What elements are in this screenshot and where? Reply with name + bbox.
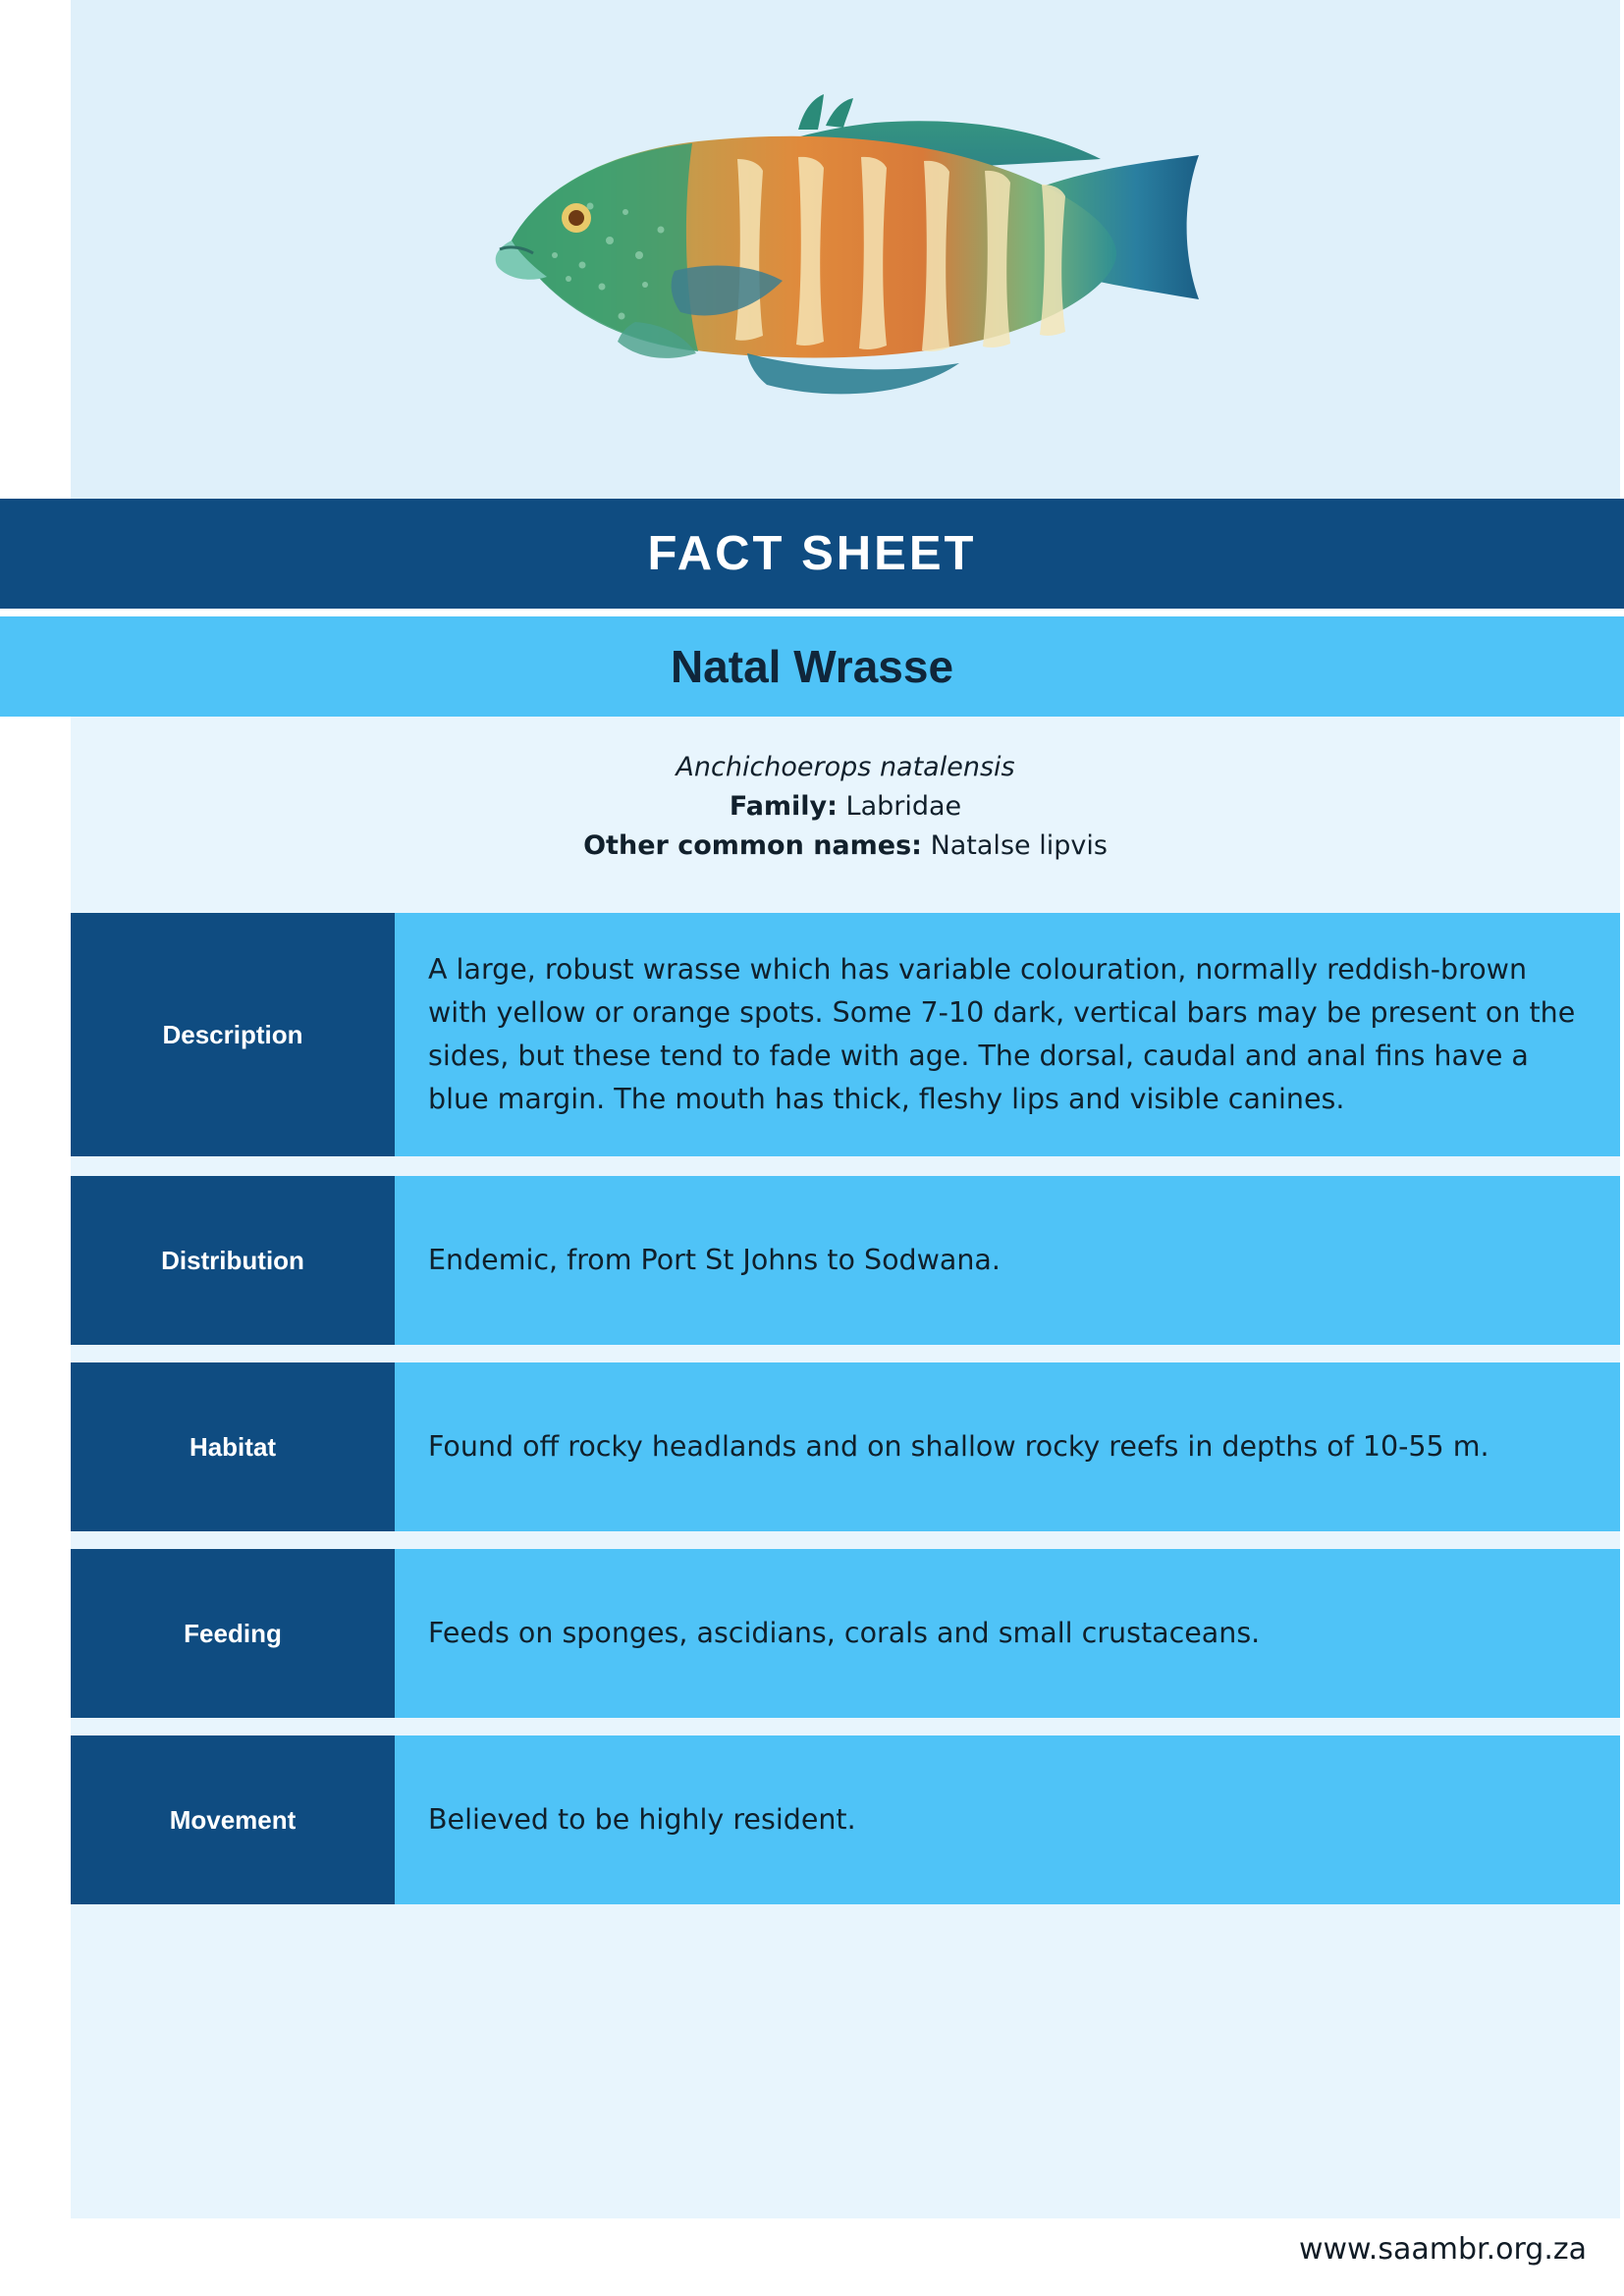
scientific-name: Anchichoerops natalensis (676, 752, 1015, 782)
table-row (71, 1176, 1620, 1345)
website-url[interactable]: www.saambr.org.za (1298, 2232, 1587, 2267)
footer (0, 2218, 1624, 2296)
fact-sheet-banner (0, 499, 1624, 609)
family-line (71, 787, 1620, 827)
other-common-names-value: Natalse lipvis (930, 830, 1108, 861)
family-value: Labridae (845, 791, 962, 822)
row-text-habitat: Found off rocky headlands and on shallow rocky reefs in depths of 10-55 m. (395, 1362, 1620, 1531)
family-label: Family: (729, 791, 838, 822)
table-row (71, 1362, 1620, 1531)
row-label-feeding: Feeding (71, 1549, 395, 1718)
row-text-movement: Believed to be highly resident. (395, 1735, 1620, 1904)
other-common-names-label: Other common names: (583, 830, 922, 861)
other-common-names-line (71, 827, 1620, 866)
natal-wrasse-photo (453, 69, 1238, 422)
row-label-movement: Movement (71, 1735, 395, 1904)
table-row (71, 1735, 1620, 1904)
hero-image-region (71, 0, 1620, 499)
page-title: Natal Wrasse (670, 641, 954, 692)
row-label-habitat: Habitat (71, 1362, 395, 1531)
table-row (71, 1549, 1620, 1718)
right-margin (1620, 0, 1624, 2296)
info-rows (71, 913, 1620, 2218)
species-meta-block (71, 717, 1620, 913)
row-text-distribution: Endemic, from Port St Johns to Sodwana. (395, 1176, 1620, 1345)
left-margin (0, 0, 71, 2296)
row-text-feeding: Feeds on sponges, ascidians, corals and small crustaceans. (395, 1549, 1620, 1718)
species-name-banner (0, 616, 1624, 717)
row-label-description: Description (71, 913, 395, 1156)
row-label-distribution: Distribution (71, 1176, 395, 1345)
row-text-description: A large, robust wrasse which has variable colouration, normally reddish-brown with yellow or orange spots. Some 7-10 dark, vertical bars may be present on the sides, but these tend to fade with age. The dorsal, caudal and anal fins have a blue margin. The mouth has thick, fleshy lips and visible canines. (395, 913, 1620, 1156)
fact-sheet-title: FACT SHEET (647, 527, 977, 580)
fish-illustration-icon (453, 69, 1238, 422)
table-row (71, 913, 1620, 1156)
